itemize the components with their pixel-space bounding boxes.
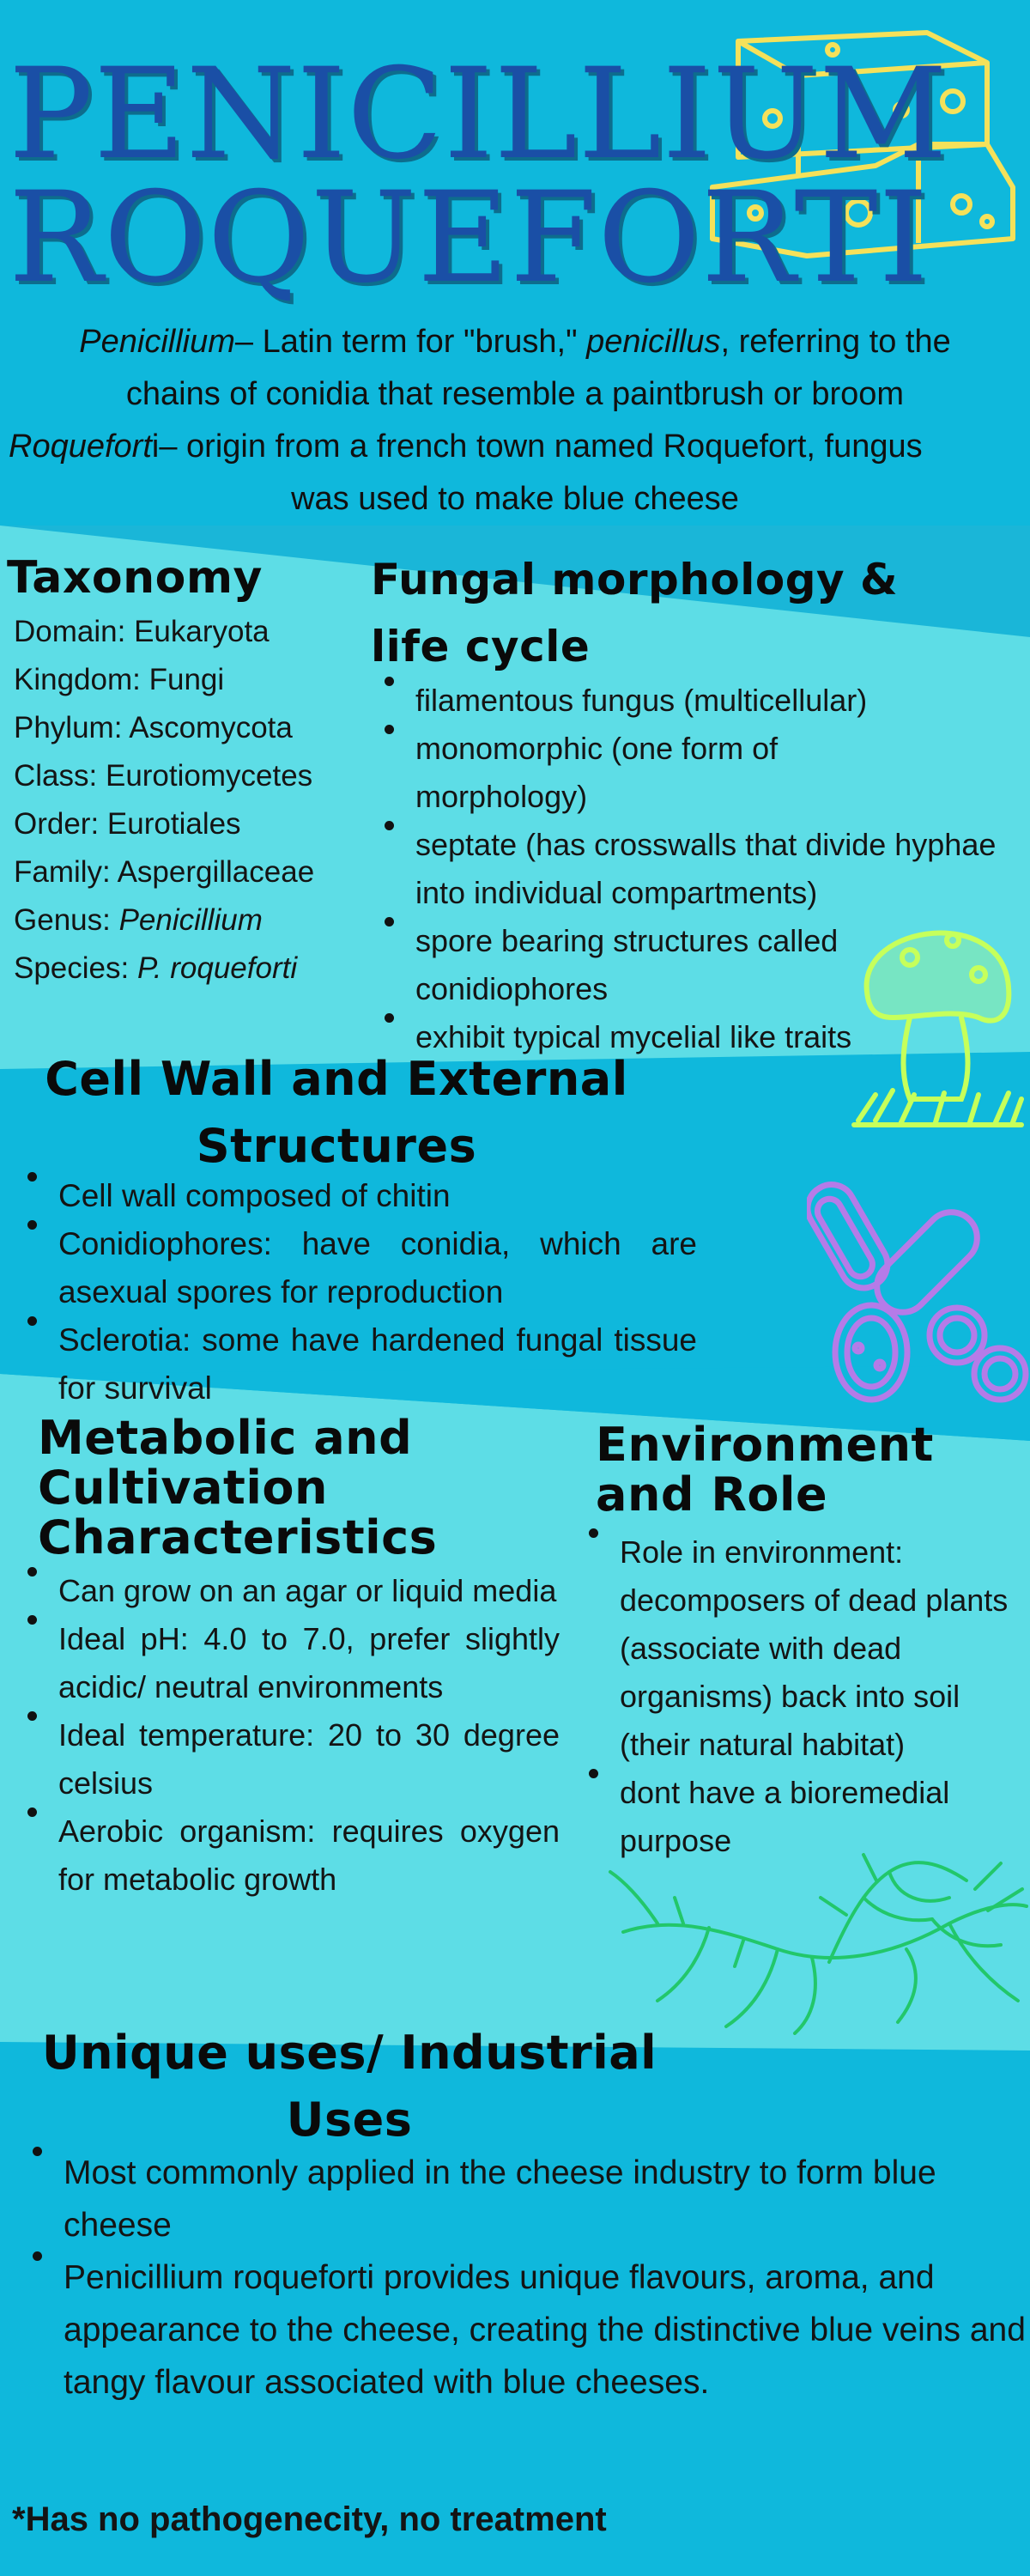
intro-paragraph [0, 316, 1030, 526]
cells-icon [807, 1168, 1030, 1417]
intro-term-penicillus: penicillus [586, 324, 721, 360]
metabolic-heading-line-2: Cultivation [38, 1461, 328, 1515]
taxonomy-family: Family: Aspergillaceae [14, 855, 315, 889]
intro-text-1: – Latin term for "brush," [234, 324, 587, 360]
taxonomy-list [14, 608, 314, 993]
cell-wall-item: Cell wall composed of chitin [17, 1172, 697, 1220]
cell-wall-heading-line-1: Cell Wall and External [45, 1052, 628, 1106]
intro-text-1-tail: , referring to the [720, 324, 951, 360]
metabolic-heading-line-3: Characteristics [38, 1510, 438, 1564]
morphology-heading-line-2: life cycle [371, 622, 591, 671]
cell-wall-heading-line-2: Structures [196, 1119, 477, 1173]
mushroom-icon [850, 889, 1026, 1129]
cell-wall-item: Conidiophores: have conidia, which are asexual spores for reproduction [17, 1220, 697, 1316]
taxonomy-domain: Domain: Eukaryota [14, 615, 270, 648]
environment-heading-line-1: Environment [596, 1418, 934, 1472]
environment-item: Role in environment: decomposers of dead plants (associate with dead organisms) back into soil (their natural habitat) [579, 1528, 1025, 1769]
metabolic-item: Can grow on an agar or liquid media [17, 1567, 560, 1615]
morphology-heading [371, 546, 898, 680]
uses-item: Most commonly applied in the cheese industry to form blue cheese [22, 2147, 1027, 2251]
title-line-2: ROQUEFORTI [9, 165, 930, 311]
title-line-1: PENICILLIUM [9, 41, 948, 187]
intro-line-1 [0, 316, 1030, 368]
taxonomy-phylum: Phylum: Ascomycota [14, 711, 293, 744]
environment-heading-line-2: and Role [596, 1467, 828, 1522]
metabolic-list [17, 1567, 560, 1904]
taxonomy-genus: Genus: Penicillium [14, 903, 263, 937]
intro-line-3 [0, 421, 1030, 473]
taxonomy-species: Species: P. roqueforti [14, 951, 298, 985]
intro-term-roqueforti: Roquefort [9, 428, 152, 465]
intro-text-3: i– origin from a french town named Roquefort, fungus [151, 428, 923, 465]
morphology-item: monomorphic (one form of morphology) [374, 725, 1001, 821]
environment-heading [596, 1420, 934, 1520]
morphology-item: septate (has crosswalls that divide hyphae into individual compartments) [374, 821, 1001, 917]
morphology-item: spore bearing structures called conidiophores [374, 917, 1001, 1013]
uses-heading [19, 2020, 680, 2154]
intro-line-4: was used to make blue cheese [291, 481, 739, 517]
environment-item: dont have a bioremedial purpose [579, 1769, 1025, 1865]
morphology-item: exhibit typical mycelial like traits [374, 1013, 1001, 1061]
cell-wall-item: Sclerotia: some have hardened fungal tissue for survival [17, 1316, 697, 1413]
cell-wall-heading [27, 1046, 645, 1180]
intro-line-2: chains of conidia that resemble a paintbrush or broom [125, 376, 905, 412]
morphology-heading-line-1: Fungal morphology & [371, 555, 899, 605]
mycelium-icon [606, 1838, 1030, 2035]
morphology-item: filamentous fungus (multicellular) [374, 677, 1001, 725]
metabolic-item: Ideal temperature: 20 to 30 degree celsius [17, 1711, 560, 1807]
intro-term-penicillium: Penicillium [79, 324, 235, 360]
environment-list [579, 1528, 1025, 1865]
metabolic-heading-line-1: Metabolic and [38, 1411, 413, 1465]
metabolic-heading [38, 1413, 437, 1563]
uses-heading-line-2: Uses [286, 2093, 413, 2147]
metabolic-item: Aerobic organism: requires oxygen for metabolic growth [17, 1807, 560, 1904]
taxonomy-class: Class: Eurotiomycetes [14, 759, 313, 793]
taxonomy-order: Order: Eurotiales [14, 807, 241, 841]
cell-wall-list [17, 1172, 697, 1413]
uses-item: Penicillium roqueforti provides unique flavours, aroma, and appearance to the cheese, creating the distinctive blue veins and tangy flavour associated with blue cheeses. [22, 2251, 1027, 2409]
metabolic-item: Ideal pH: 4.0 to 7.0, prefer slightly acidic/ neutral environments [17, 1615, 560, 1711]
taxonomy-kingdom: Kingdom: Fungi [14, 663, 225, 696]
taxonomy-heading: Taxonomy [7, 552, 263, 604]
uses-list [22, 2147, 1027, 2409]
footer-note: *Has no pathogenecity, no treatment [12, 2500, 607, 2538]
uses-heading-line-1: Unique uses/ Industrial [41, 2026, 657, 2080]
